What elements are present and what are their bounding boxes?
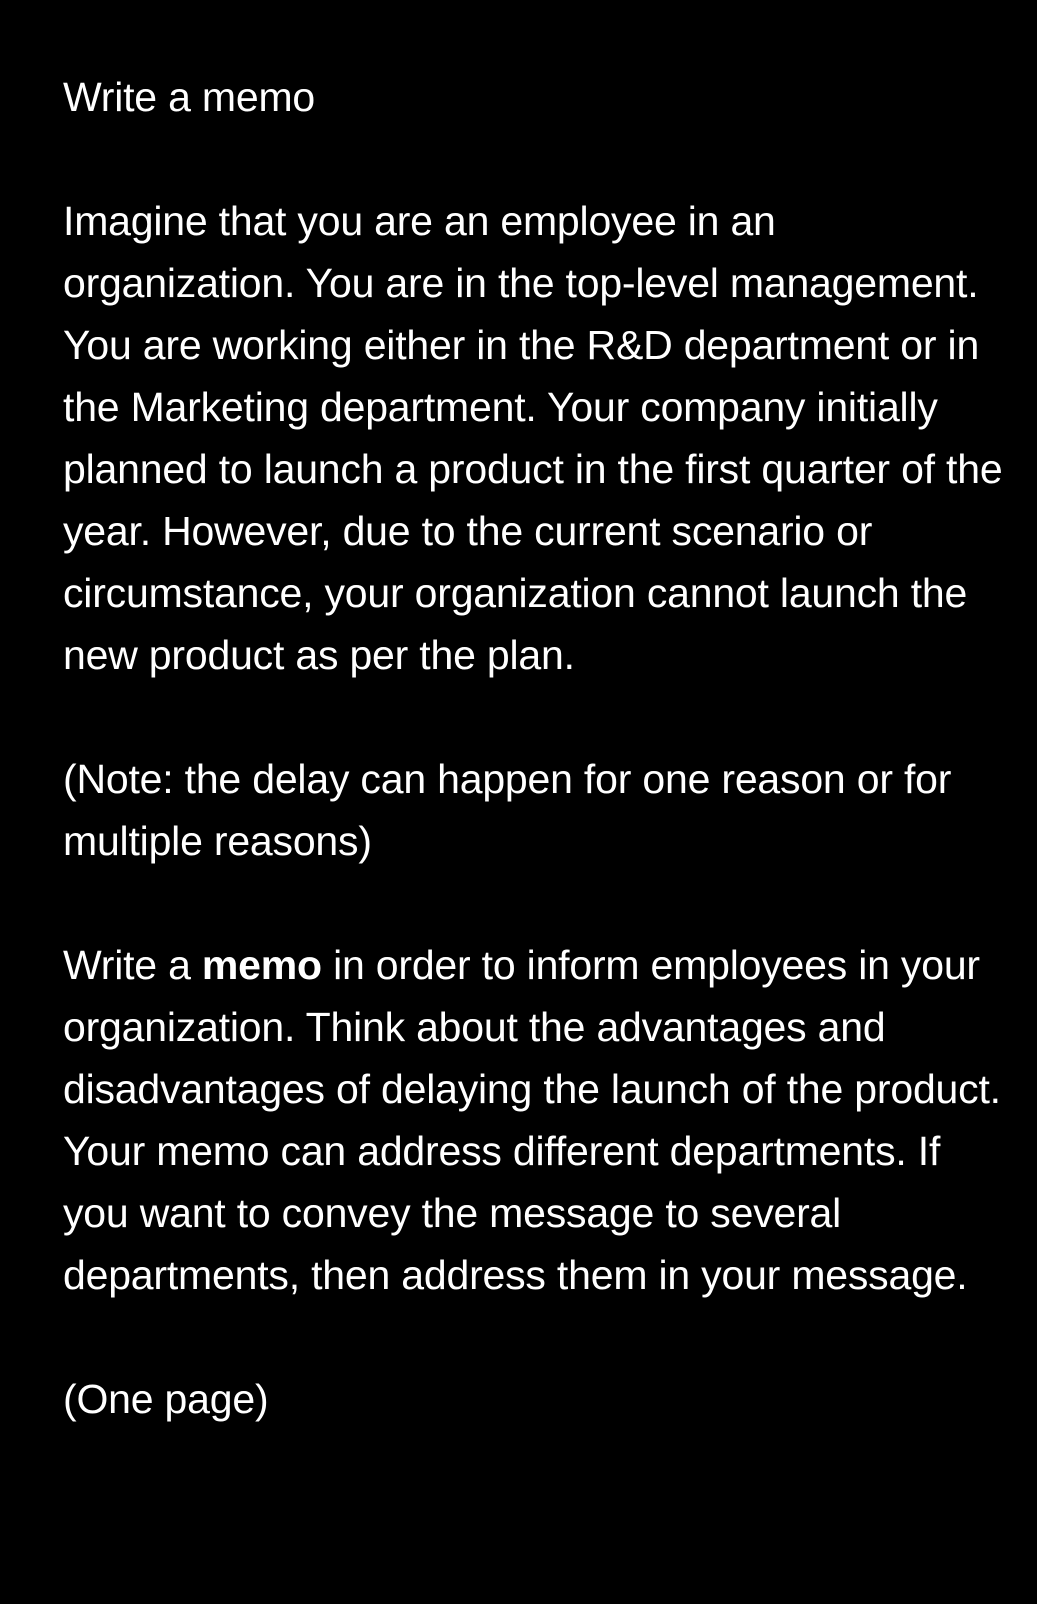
instructions-bold-word: memo <box>201 942 322 988</box>
instructions-prefix: Write a <box>63 942 202 988</box>
spacer <box>63 128 1013 190</box>
length-note: (One page) <box>63 1376 269 1422</box>
instructions-suffix: in order to inform employees in your organization. Think about the advantages and disadvantages of delaying the launch of the product. Your memo can address different departments. If you want to convey the message to several departments, then address them in your message. <box>63 942 1001 1298</box>
spacer <box>63 1306 1013 1368</box>
note-paragraph: (Note: the delay can happen for one reason or for multiple reasons) <box>63 756 952 864</box>
spacer <box>63 686 1013 748</box>
memo-prompt-document <box>63 66 1013 1430</box>
document-heading: Write a memo <box>63 74 316 120</box>
instructions-paragraph <box>63 934 1013 1306</box>
scenario-paragraph: Imagine that you are an employee in an organization. You are in the top-level management. You are working either in the R&D department or in the Marketing department. Your company initially planned to launch a product in the first quarter of the year. However, due to the current scenario or circumstance, your organization cannot launch the new product as per the plan. <box>63 198 1003 678</box>
spacer <box>63 872 1013 934</box>
